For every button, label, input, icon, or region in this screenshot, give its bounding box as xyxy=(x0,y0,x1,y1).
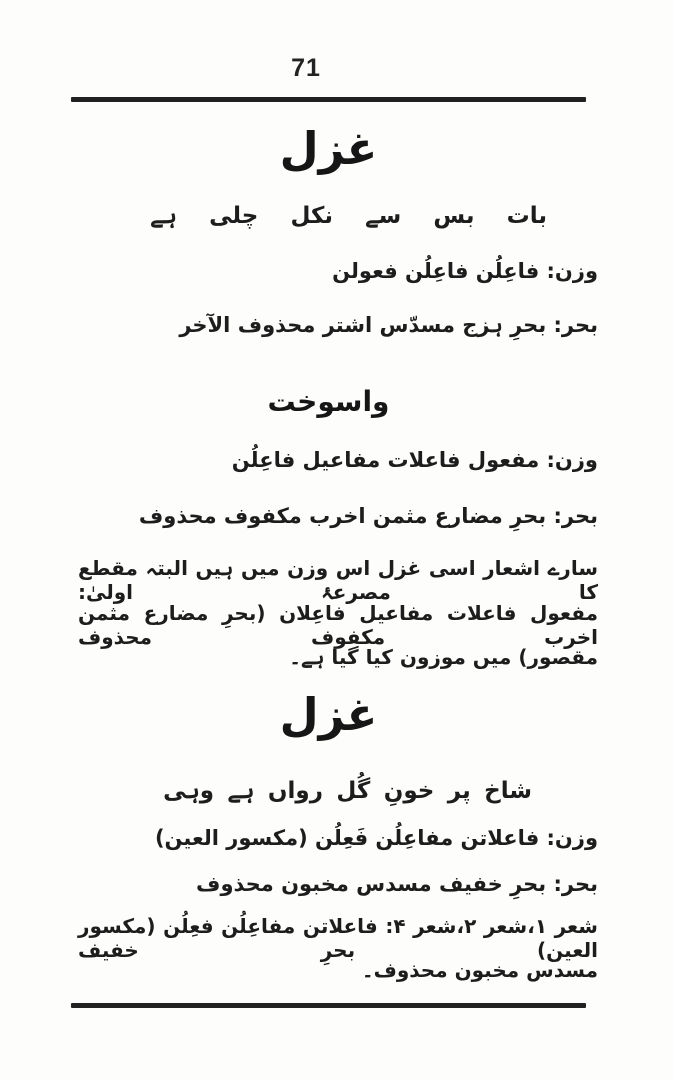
ghazal2-note-line: شعر ۱،شعر ۲،شعر ۴: فاعلاتن مفاعِلُن فعِلُن (مکسور العین) بحرِ خفیف xyxy=(78,914,598,962)
verse-word: وہی xyxy=(163,778,215,804)
verse-word: پر xyxy=(447,778,471,804)
ghazal2-bahr-line: بحر: بحرِ خفیف مسدس مخبون محذوف xyxy=(196,872,598,896)
page-number: 71 xyxy=(291,54,321,82)
verse-word: نکل xyxy=(290,203,334,229)
wasokht-note-line: سارے اشعار اسی غزل اس وزن میں ہیں البتہ مقطع کا مصرعۂ اولیٰ: xyxy=(78,556,598,604)
verse-word: بس xyxy=(433,203,475,229)
verse-word: خونِ xyxy=(383,778,435,804)
verse-word: چلی xyxy=(209,203,259,229)
wasokht-note-line: مفعول فاعلات مفاعیل فاعِلان (بحرِ مضارع مثمن اخرب مکفوف محذوف xyxy=(78,601,598,649)
verse-word: سے xyxy=(365,203,402,229)
ghazal1-heading: غزل xyxy=(279,122,378,175)
verse-word: گُل xyxy=(336,778,371,804)
verse-word: ہے xyxy=(227,778,255,804)
ghazal2-heading: غزل xyxy=(279,688,378,741)
ghazal2-wazan-line: وزن: فاعلاتن مفاعِلُن فَعِلُن (مکسور العین) xyxy=(154,826,598,850)
wasokht-heading: واسوخت xyxy=(267,385,390,418)
verse-word: بات xyxy=(506,203,547,229)
ghazal1-wazan-line: وزن: فاعِلُن فاعِلُن فعولن xyxy=(332,259,598,283)
verse-word: شاخ xyxy=(484,778,532,804)
top-rule xyxy=(71,97,586,102)
ghazal2-verse-line xyxy=(163,778,532,804)
wasokht-bahr-line: بحر: بحرِ مضارع مثمن اخرب مکفوف محذوف xyxy=(138,504,598,528)
wasokht-wazan-line: وزن: مفعول فاعلات مفاعیل فاعِلُن xyxy=(231,448,598,472)
ghazal1-bahr-line: بحر: بحرِ ہزج مسدّس اشتر محذوف الآخر xyxy=(179,313,598,337)
verse-word: رواں xyxy=(267,778,323,804)
ghazal2-note-line: مسدس مخبون محذوف۔ xyxy=(361,958,598,982)
ghazal1-verse-line xyxy=(150,203,547,229)
verse-word: ہے xyxy=(150,203,178,229)
wasokht-note-line: مقصور) میں موزون کیا گیا ہے۔ xyxy=(289,645,598,669)
bottom-rule xyxy=(71,1003,586,1008)
